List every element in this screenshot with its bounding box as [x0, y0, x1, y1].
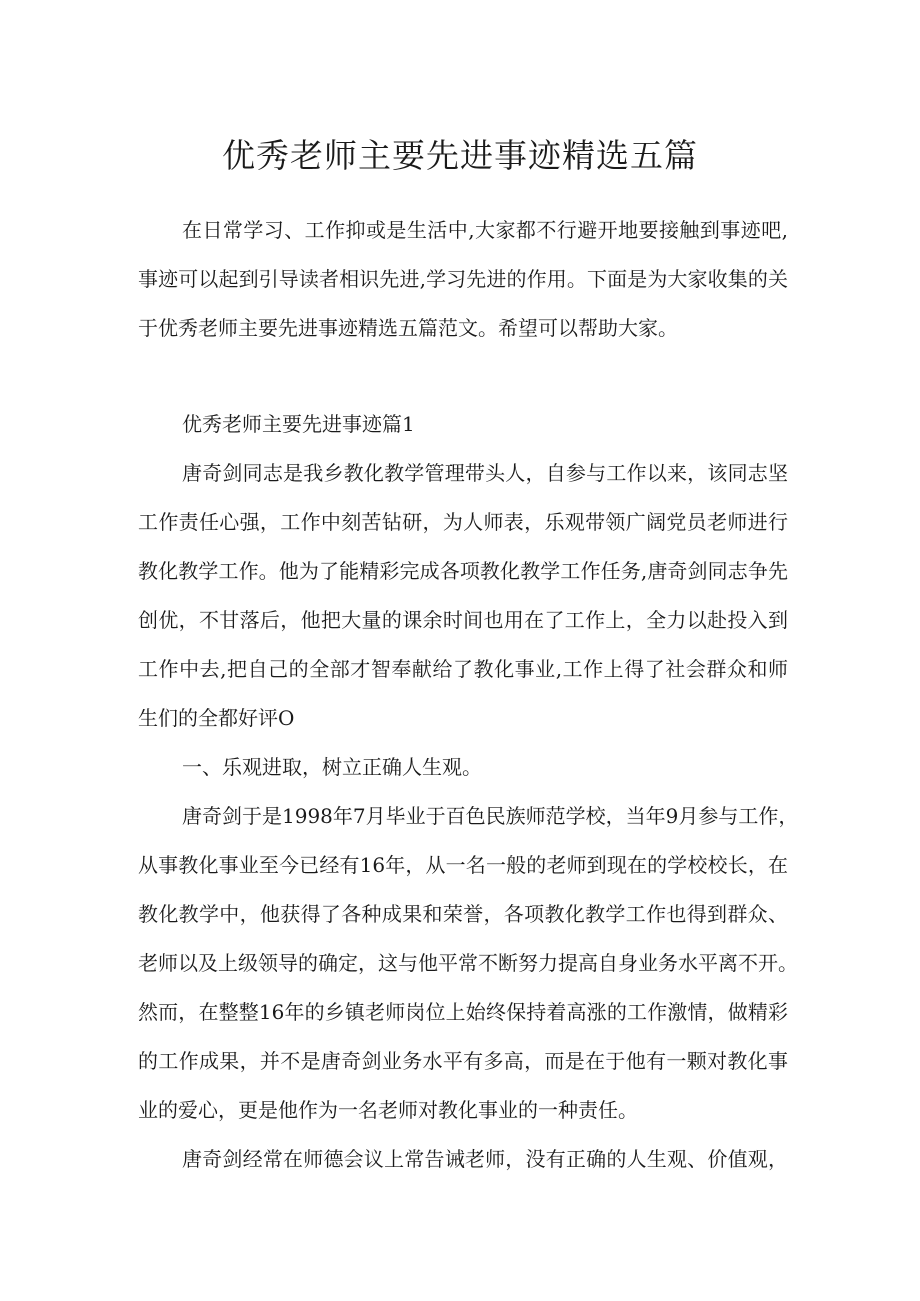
para2-line-2: 从事教化事业至今已经有16年，从一名一般的老师到现在的学校校长，在	[138, 853, 788, 877]
para2-line-3: 教化教学中，他获得了各种成果和荣誉，各项教化教学工作也得到群众、	[138, 902, 788, 926]
para2-line-4: 老师以及上级领导的确定，这与他平常不断努力提高自身业务水平离不开。	[138, 951, 798, 975]
para3-line-1: 唐奇剑经常在师德会议上常告诫老师，没有正确的人生观、价值观，	[182, 1147, 788, 1171]
para1-line-1: 唐奇剑同志是我乡教化教学管理带头人，自参与工作以来，该同志坚	[182, 461, 788, 485]
section-title: 优秀老师主要先进事迹篇1	[182, 412, 415, 436]
para1-line-2: 工作责任心强，工作中刻苦钻研，为人师表，乐观带领广阔党员老师进行	[138, 510, 788, 534]
para1-line-3: 教化教学工作。他为了能精彩完成各项教化教学工作任务,唐奇剑同志争先	[138, 559, 788, 583]
subheading-1: 一、乐观进取，树立正确人生观。	[182, 755, 482, 779]
intro-line-3: 于优秀老师主要先进事迹精选五篇范文。希望可以帮助大家。	[138, 316, 678, 340]
para1-line-5: 工作中去,把自己的全部才智奉献给了教化事业,工作上得了社会群众和师	[138, 657, 788, 681]
para2-line-5: 然而，在整整16年的乡镇老师岗位上始终保持着高涨的工作激情，做精彩	[138, 1000, 788, 1024]
para2-line-6: 的工作成果，并不是唐奇剑业务水平有多高，而是在于他有一颗对教化事	[138, 1049, 788, 1073]
para1-line-4: 创优，不甘落后，他把大量的课余时间也用在了工作上，全力以赴投入到	[138, 608, 788, 632]
para1-line-6: 生们的全都好评O	[138, 706, 295, 730]
para2-line-1: 唐奇剑于是1998年7月毕业于百色民族师范学校，当年9月参与工作，	[182, 804, 799, 828]
para2-line-7: 业的爱心，更是他作为一名老师对教化事业的一种责任。	[138, 1098, 638, 1122]
intro-line-1: 在日常学习、工作抑或是生活中,大家都不行避开地要接触到事迹吧,	[182, 218, 788, 242]
intro-line-2: 事迹可以起到引导读者相识先进,学习先进的作用。下面是为大家收集的关	[138, 267, 788, 291]
document-title: 优秀老师主要先进事迹精选五篇	[222, 136, 698, 175]
